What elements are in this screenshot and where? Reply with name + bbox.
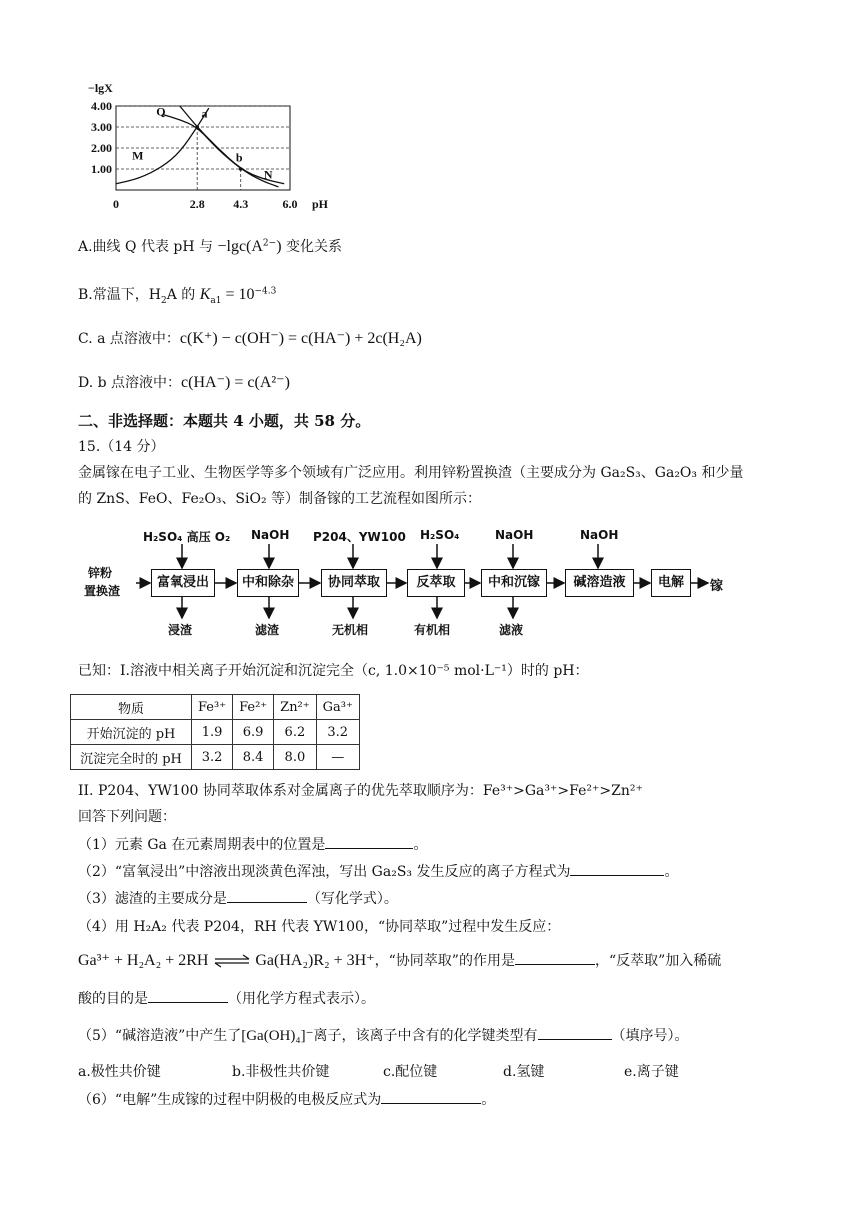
data-point-b bbox=[239, 167, 243, 171]
curve-label-N: N bbox=[263, 167, 273, 182]
option-b-k: K bbox=[199, 286, 211, 303]
question-6 bbox=[78, 1089, 495, 1109]
answer-blank-4a[interactable] bbox=[515, 952, 595, 965]
question-1-end: 。 bbox=[413, 837, 428, 853]
curve-label-a: a bbox=[201, 106, 208, 121]
option-c-math: c(K⁺) − c(OH⁻) = c(HA⁻) + 2c(H₂A) bbox=[179, 330, 422, 347]
question-6-text: （6）“电解”生成镓的过程中阴极的电极反应式为 bbox=[78, 1092, 382, 1108]
flow-box-leach: 富氧浸出 bbox=[151, 569, 215, 597]
q5-option-d: d.氢键 bbox=[503, 1064, 545, 1080]
equilibrium-arrow-icon bbox=[213, 954, 251, 968]
question-4-text-1: ，“协同萃取”的作用是 bbox=[374, 953, 515, 969]
flow-start-line2: 置换渣 bbox=[84, 584, 121, 598]
data-point-a bbox=[195, 125, 199, 129]
table-cell: Fe³⁺ bbox=[192, 695, 233, 720]
q5-option-e: e.离子键 bbox=[624, 1064, 679, 1080]
answer-blank-6[interactable] bbox=[381, 1091, 481, 1104]
ph-table bbox=[70, 694, 360, 770]
table-cell: 6.2 bbox=[274, 720, 316, 745]
question-5-ion: [Ga(OH)₄]⁻ bbox=[241, 1028, 314, 1044]
table-cell: 物质 bbox=[71, 695, 192, 720]
option-a-close: ) bbox=[276, 238, 282, 255]
question-5-text: 离子，该离子中含有的化学键类型有 bbox=[313, 1028, 538, 1044]
option-b-eq: = 10 bbox=[221, 286, 255, 303]
option-d-math: c(HA⁻) = c(A²⁻) bbox=[181, 374, 290, 391]
question-2 bbox=[78, 861, 678, 881]
intro-line-2: 的 ZnS、FeO、Fe₂O₃、SiO₂ 等）制备镓的工艺流程如图所示： bbox=[78, 491, 482, 507]
flow-output-1: 浸渣 bbox=[168, 623, 193, 637]
intro-line-1: 金属镓在电子工业、生物医学等多个领域有广泛应用。利用锌粉置换渣（主要成分为 Ga₂S₃、Ga₂O₃ 和少量 bbox=[78, 465, 744, 481]
option-d bbox=[78, 372, 290, 392]
question-2-text: （2）“富氧浸出”中溶液出现淡黄色浑浊，写出 Ga₂S₃ 发生反应的离子方程式为 bbox=[78, 864, 571, 880]
curve-label-Q: Q bbox=[156, 104, 166, 119]
table-cell: Fe²⁺ bbox=[233, 695, 274, 720]
flow-input-4: H₂SO₄ bbox=[420, 528, 460, 542]
option-b-exp: −4.3 bbox=[254, 286, 277, 297]
y-tick-label: 4.00 bbox=[91, 99, 112, 113]
table-cell: 3.2 bbox=[316, 720, 359, 745]
question-4: （4）用 H₂A₂ 代表 P204，RH 代表 YW100，“协同萃取”过程中发生反应： bbox=[78, 919, 561, 935]
option-c bbox=[78, 328, 422, 348]
curve-label-M: M bbox=[132, 148, 144, 163]
answer-blank-4b[interactable] bbox=[148, 990, 228, 1003]
question-5-end: （填序号）。 bbox=[611, 1028, 689, 1044]
flow-box-strip: 反萃取 bbox=[407, 569, 465, 597]
table-cell: 8.4 bbox=[233, 745, 274, 770]
table-header-row bbox=[71, 695, 360, 720]
flow-output-4: 有机相 bbox=[414, 623, 451, 637]
option-b bbox=[78, 284, 276, 306]
flow-box-electrolysis: 电解 bbox=[651, 569, 691, 597]
flow-box-alkali: 碱溶造液 bbox=[565, 569, 634, 597]
table-cell: 3.2 bbox=[192, 745, 233, 770]
flow-end-product: 镓 bbox=[710, 579, 724, 594]
option-b-sub: 2 bbox=[160, 295, 167, 306]
table-row bbox=[71, 745, 360, 770]
question-2-end: 。 bbox=[664, 864, 679, 880]
flow-input-3: P204、YW100 bbox=[313, 530, 406, 544]
option-a bbox=[78, 236, 342, 256]
flow-input-2: NaOH bbox=[251, 528, 290, 542]
option-a-sup: 2− bbox=[262, 238, 277, 249]
option-b-ksub: a1 bbox=[210, 295, 222, 306]
known-2: II. P204、YW100 协同萃取体系对金属离子的优先萃取顺序为：Fe³⁺>Ga³⁺>Fe²⁺>Zn²⁺ bbox=[78, 783, 643, 799]
q5-option-c: c.配位键 bbox=[383, 1064, 438, 1080]
answer-blank-5[interactable] bbox=[538, 1027, 612, 1040]
y-tick-label: 1.00 bbox=[91, 162, 112, 176]
x-tick-label: 6.0 bbox=[282, 197, 298, 211]
answer-intro: 回答下列问题： bbox=[78, 809, 176, 825]
answer-blank-1[interactable] bbox=[325, 836, 413, 849]
section-title: 二、非选择题：本题共 4 小题，共 58 分。 bbox=[78, 412, 371, 430]
option-a-suffix: 变化关系 bbox=[281, 239, 342, 255]
x-axis-label: pH bbox=[312, 197, 329, 211]
x-tick-label: 0 bbox=[113, 197, 119, 211]
answer-blank-3[interactable] bbox=[227, 890, 307, 903]
equation-left: Ga³⁺ + H₂A₂ + 2RH bbox=[78, 952, 209, 969]
flow-input-6: NaOH bbox=[580, 528, 619, 542]
question-1-text: （1）元素 Ga 在元素周期表中的位置是 bbox=[78, 837, 326, 853]
question-4-text-2: ，“反萃取”加入稀硫 bbox=[594, 953, 722, 969]
series-line-M bbox=[116, 108, 209, 184]
option-a-math: −lgc(A bbox=[217, 238, 263, 255]
flow-start-line1: 锌粉 bbox=[88, 566, 113, 580]
flow-box-coextract: 协同萃取 bbox=[321, 569, 387, 597]
ph-curve-chart bbox=[70, 70, 370, 220]
answer-blank-2[interactable] bbox=[570, 863, 664, 876]
option-b-mid: A 的 bbox=[166, 287, 200, 303]
y-tick-label: 3.00 bbox=[91, 120, 112, 134]
option-d-prefix: D. b 点溶液中： bbox=[78, 375, 182, 391]
question-5 bbox=[78, 1025, 689, 1045]
flow-output-2: 滤渣 bbox=[255, 623, 280, 637]
flow-box-neutralize: 中和除杂 bbox=[237, 569, 299, 597]
question-15-header: 15.（14 分） bbox=[78, 439, 165, 455]
table-cell: 1.9 bbox=[192, 720, 233, 745]
q5-option-a: a.极性共价键 bbox=[78, 1064, 161, 1080]
option-a-prefix: A.曲线 Q 代表 pH 与 bbox=[78, 239, 218, 255]
table-cell: 沉淀完全时的 pH bbox=[71, 745, 192, 770]
question-5-prefix: （5）“碱溶造液”中产生了 bbox=[78, 1028, 242, 1044]
question-4-line-2a: 酸的目的是 bbox=[78, 991, 148, 1007]
y-axis-label: −lgX bbox=[88, 81, 113, 95]
question-1 bbox=[78, 834, 427, 854]
curve-label-b: b bbox=[235, 150, 243, 165]
x-tick-label: 2.8 bbox=[189, 197, 205, 211]
flow-input-5: NaOH bbox=[495, 528, 534, 542]
table-cell: Ga³⁺ bbox=[316, 695, 359, 720]
question-3-text: （3）滤渣的主要成分是 bbox=[78, 891, 227, 907]
known-1: 已知：I.溶液中相关离子开始沉淀和沉淀完全（c, 1.0×10⁻⁵ mol·L⁻¹）时的 pH： bbox=[78, 663, 589, 679]
option-c-prefix: C. a 点溶液中： bbox=[78, 331, 180, 347]
question-4-line-2b: （用化学方程式表示）。 bbox=[228, 991, 375, 1007]
flow-input-1: H₂SO₄ 高压 O₂ bbox=[143, 530, 231, 544]
flow-output-5: 滤液 bbox=[499, 623, 524, 637]
flow-output-3: 无机相 bbox=[332, 623, 369, 637]
question-4-line-2 bbox=[78, 988, 375, 1008]
table-cell: 开始沉淀的 pH bbox=[71, 720, 192, 745]
question-4-equation-line bbox=[78, 950, 721, 970]
table-cell: — bbox=[316, 745, 359, 770]
option-b-prefix: B.常温下，H bbox=[78, 287, 161, 303]
question-3-end: （写化学式）。 bbox=[306, 891, 398, 907]
table-cell: 6.9 bbox=[233, 720, 274, 745]
table-cell: 8.0 bbox=[274, 745, 316, 770]
question-3 bbox=[78, 888, 398, 908]
y-tick-label: 2.00 bbox=[91, 141, 112, 155]
table-row bbox=[71, 720, 360, 745]
q5-option-b: b.非极性共价键 bbox=[232, 1064, 330, 1080]
table-cell: Zn²⁺ bbox=[274, 695, 316, 720]
flow-box-precipitate: 中和沉镓 bbox=[481, 569, 547, 597]
process-flow-diagram bbox=[0, 520, 860, 650]
x-tick-label: 4.3 bbox=[233, 197, 249, 211]
equation-right: Ga(HA₂)R₂ + 3H⁺ bbox=[255, 952, 375, 969]
question-6-end: 。 bbox=[481, 1092, 496, 1108]
